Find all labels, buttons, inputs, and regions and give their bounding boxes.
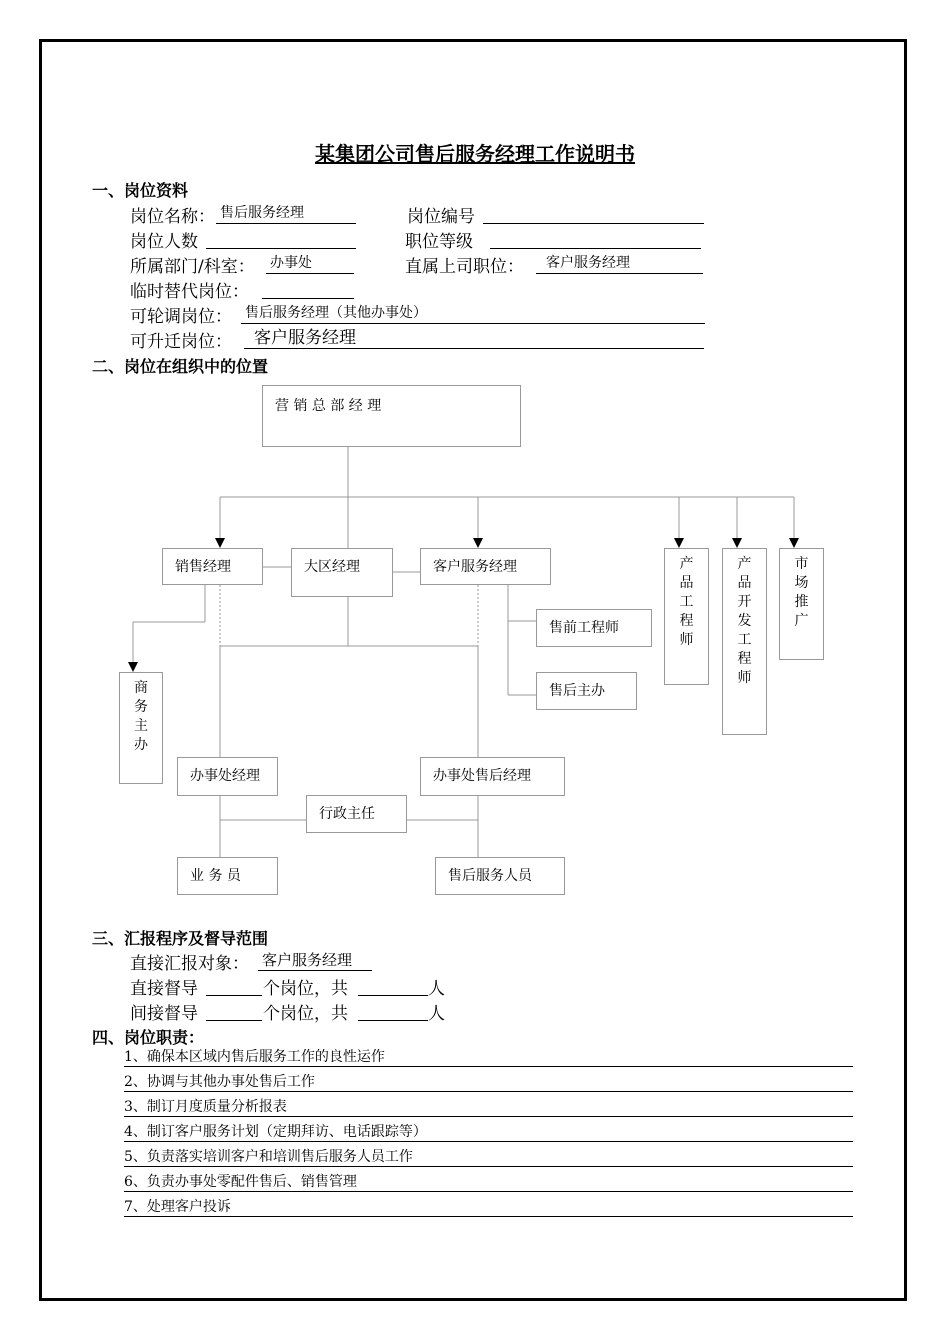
org-box-office-manager: 办事处经理: [177, 757, 278, 796]
promotion-field[interactable]: 客户服务经理: [244, 328, 704, 349]
temp-substitute-label: 临时替代岗位：: [130, 282, 249, 302]
duty-item: 6、负责办事处零配件售后、销售管理: [124, 1173, 853, 1192]
job-name-field[interactable]: 售后服务经理: [216, 203, 356, 224]
section-heading-duties: 四、岗位职责：: [92, 1028, 205, 1047]
section-heading-reporting: 三、汇报程序及督导范围: [92, 929, 269, 948]
direct-supervise-positions-text: 个岗位，共: [263, 979, 348, 999]
org-box-marketing-director: 营 销 总 部 经 理: [262, 385, 521, 447]
duty-item: 4、制订客户服务计划（定期拜访、电话跟踪等）: [124, 1123, 853, 1142]
direct-supervise-positions-field[interactable]: [206, 975, 262, 996]
job-code-label: 岗位编号: [407, 207, 475, 227]
indirect-supervise-label: 间接督导: [130, 1004, 198, 1024]
section-heading-org-position: 二、岗位在组织中的位置: [92, 357, 269, 376]
org-box-aftersales-staff: 售后服务人员: [435, 857, 565, 895]
rotation-label: 可轮调岗位：: [130, 307, 232, 327]
department-label: 所属部门/科室：: [130, 257, 255, 277]
direct-supervise-label: 直接督导: [130, 979, 198, 999]
direct-report-label: 直接汇报对象：: [130, 954, 249, 974]
promotion-label: 可升迁岗位：: [130, 332, 232, 352]
direct-supervise-people-field[interactable]: [358, 975, 428, 996]
direct-report-field[interactable]: 客户服务经理: [258, 950, 372, 971]
org-box-admin-supervisor: 行政主任: [306, 795, 407, 833]
indirect-supervise-people-text: 人: [428, 1004, 445, 1024]
duty-item: 2、协调与其他办事处售后工作: [124, 1073, 853, 1092]
org-box-product-dev-engineer: 产品开发工程师: [722, 548, 767, 735]
department-field[interactable]: 办事处: [266, 253, 354, 274]
section-heading-job-info: 一、岗位资料: [92, 181, 189, 200]
org-box-aftersales-supervisor: 售后主办: [536, 672, 637, 710]
org-box-presales-engineer: 售前工程师: [536, 609, 652, 647]
org-box-marketing-promotion: 市场推广: [779, 548, 824, 660]
org-box-salesperson: 业 务 员: [177, 857, 278, 895]
rotation-field[interactable]: 售后服务经理（其他办事处）: [241, 303, 705, 324]
document-title: 某集团公司售后服务经理工作说明书: [315, 142, 635, 166]
superior-label: 直属上司职位：: [405, 257, 524, 277]
duty-item: 1、确保本区域内售后服务工作的良性运作: [124, 1048, 853, 1067]
superior-field[interactable]: 客户服务经理: [536, 253, 703, 274]
duty-item: 5、负责落实培训客户和培训售后服务人员工作: [124, 1148, 853, 1167]
duty-item: 3、制订月度质量分析报表: [124, 1098, 853, 1117]
org-box-sales-manager: 销售经理: [162, 548, 263, 585]
job-name-label: 岗位名称：: [130, 207, 215, 227]
org-box-office-aftersales-manager: 办事处售后经理: [420, 757, 565, 796]
org-box-region-manager: 大区经理: [291, 548, 393, 597]
duty-item: 7、处理客户投诉: [124, 1198, 853, 1217]
indirect-supervise-positions-text: 个岗位，共: [263, 1004, 348, 1024]
indirect-supervise-people-field[interactable]: [358, 1000, 428, 1021]
org-box-product-engineer: 产品工程师: [664, 548, 709, 685]
org-box-customer-service-manager: 客户服务经理: [420, 548, 551, 585]
headcount-label: 岗位人数: [130, 232, 198, 252]
indirect-supervise-positions-field[interactable]: [206, 1000, 262, 1021]
job-grade-label: 职位等级: [405, 232, 473, 252]
direct-supervise-people-text: 人: [428, 979, 445, 999]
org-box-business-supervisor: 商务主办: [119, 672, 163, 784]
